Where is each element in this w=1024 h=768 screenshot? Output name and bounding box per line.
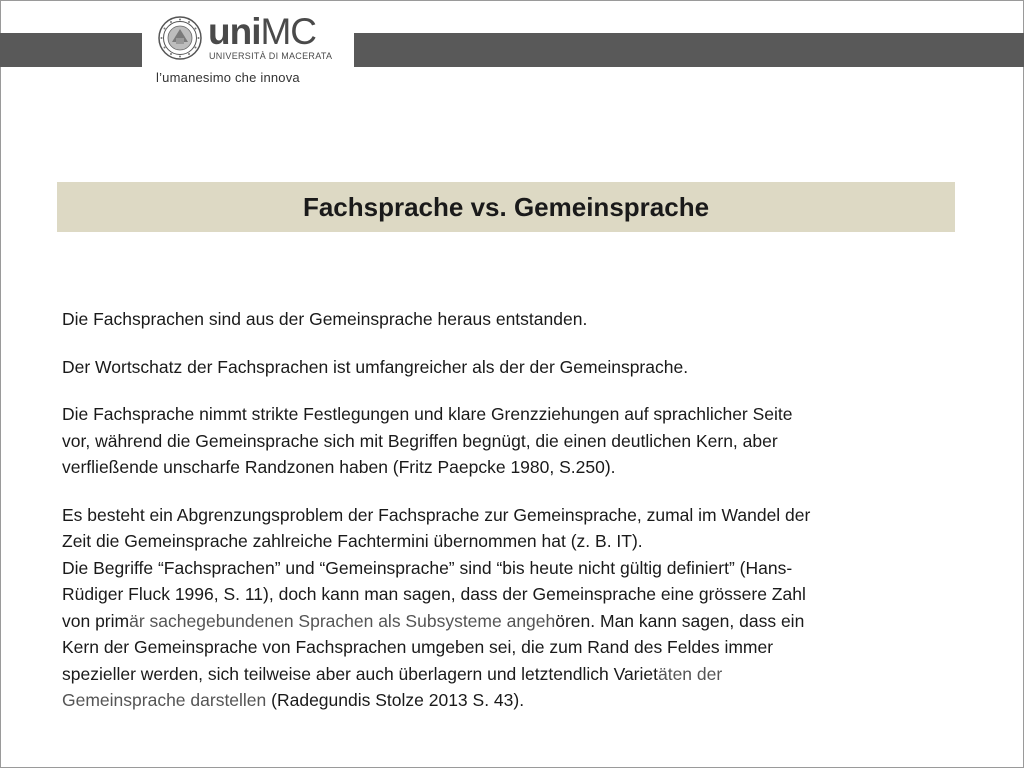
- brand-bold: uni: [208, 11, 261, 52]
- header-bar-right: [354, 33, 1024, 67]
- slide-body: [62, 306, 960, 714]
- p5-l5-b: äten der: [657, 663, 723, 684]
- brand-rest: MC: [260, 11, 317, 52]
- paragraph-5-line-2: Rüdiger Fluck 1996, S. 11), doch kann man sagen, dass der Gemeinsprache eine grössere Zahl: [62, 584, 806, 604]
- header-bar-left: [0, 33, 142, 67]
- p5-l3-a: von prim: [62, 610, 130, 631]
- paragraph-2: Der Wortschatz der Fachsprachen ist umfangreicher als der der Gemeinsprache.: [62, 356, 689, 377]
- p5-l5-a: spezieller werden, sich teilweise aber auch überlagern und letztendlich Variet: [62, 663, 658, 684]
- p5-l3-b: är sachegebundenen Sprachen als Subsysteme angeh: [129, 610, 556, 631]
- p5-l6-b: (Radegundis Stolze 2013 S. 43).: [266, 690, 525, 710]
- paragraph-5-line-1: Die Begriffe “Fachsprachen” und “Gemeinsprache” sind “bis heute nicht gültig definiert” (Hans-: [62, 557, 793, 578]
- paragraph-4-line-2: Zeit die Gemeinsprache zahlreiche Fachtermini übernommen hat (z. B. IT).: [62, 531, 643, 551]
- paragraph-4: [62, 502, 960, 555]
- paragraph-3-line-1: Die Fachsprache nimmt strikte Festlegungen und klare Grenzziehungen auf sprachlicher Seite: [62, 404, 793, 424]
- paragraph-3-line-2: vor, während die Gemeinsprache sich mit Begriffen begnügt, die einen deutlichen Kern, aber: [62, 430, 778, 451]
- paragraph-5-line-5: [62, 661, 960, 688]
- paragraph-5-line-3: [62, 608, 960, 635]
- tagline: l’umanesimo che innova: [156, 70, 300, 85]
- paragraph-3: [62, 401, 960, 481]
- paragraph-5-line-4: Kern der Gemeinsprache von Fachsprachen umgeben sei, die zum Rand des Feldes immer: [62, 637, 774, 657]
- paragraph-1: Die Fachsprachen sind aus der Gemeinsprache heraus entstanden.: [62, 309, 588, 329]
- brand-wordmark: [208, 12, 316, 52]
- university-logo: [152, 10, 348, 94]
- brand-subtitle: UNIVERSITÀ DI MACERATA: [209, 51, 333, 61]
- p5-l3-c: ören. Man kann sagen, dass ein: [555, 610, 805, 631]
- paragraph-3-line-3: verfließende unscharfe Randzonen haben (Fritz Paepcke 1980, S.250).: [62, 457, 616, 477]
- p5-l6-a: Gemeinsprache darstellen: [62, 690, 267, 710]
- paragraph-5-line-6: [62, 687, 960, 714]
- slide-title: Fachsprache vs. Gemeinsprache: [302, 191, 710, 222]
- university-seal-icon: [158, 16, 202, 60]
- paragraph-5: [62, 555, 960, 714]
- paragraph-4-line-1: Es besteht ein Abgrenzungsproblem der Fachsprache zur Gemeinsprache, zumal im Wandel der: [62, 504, 811, 525]
- title-band: [57, 182, 955, 232]
